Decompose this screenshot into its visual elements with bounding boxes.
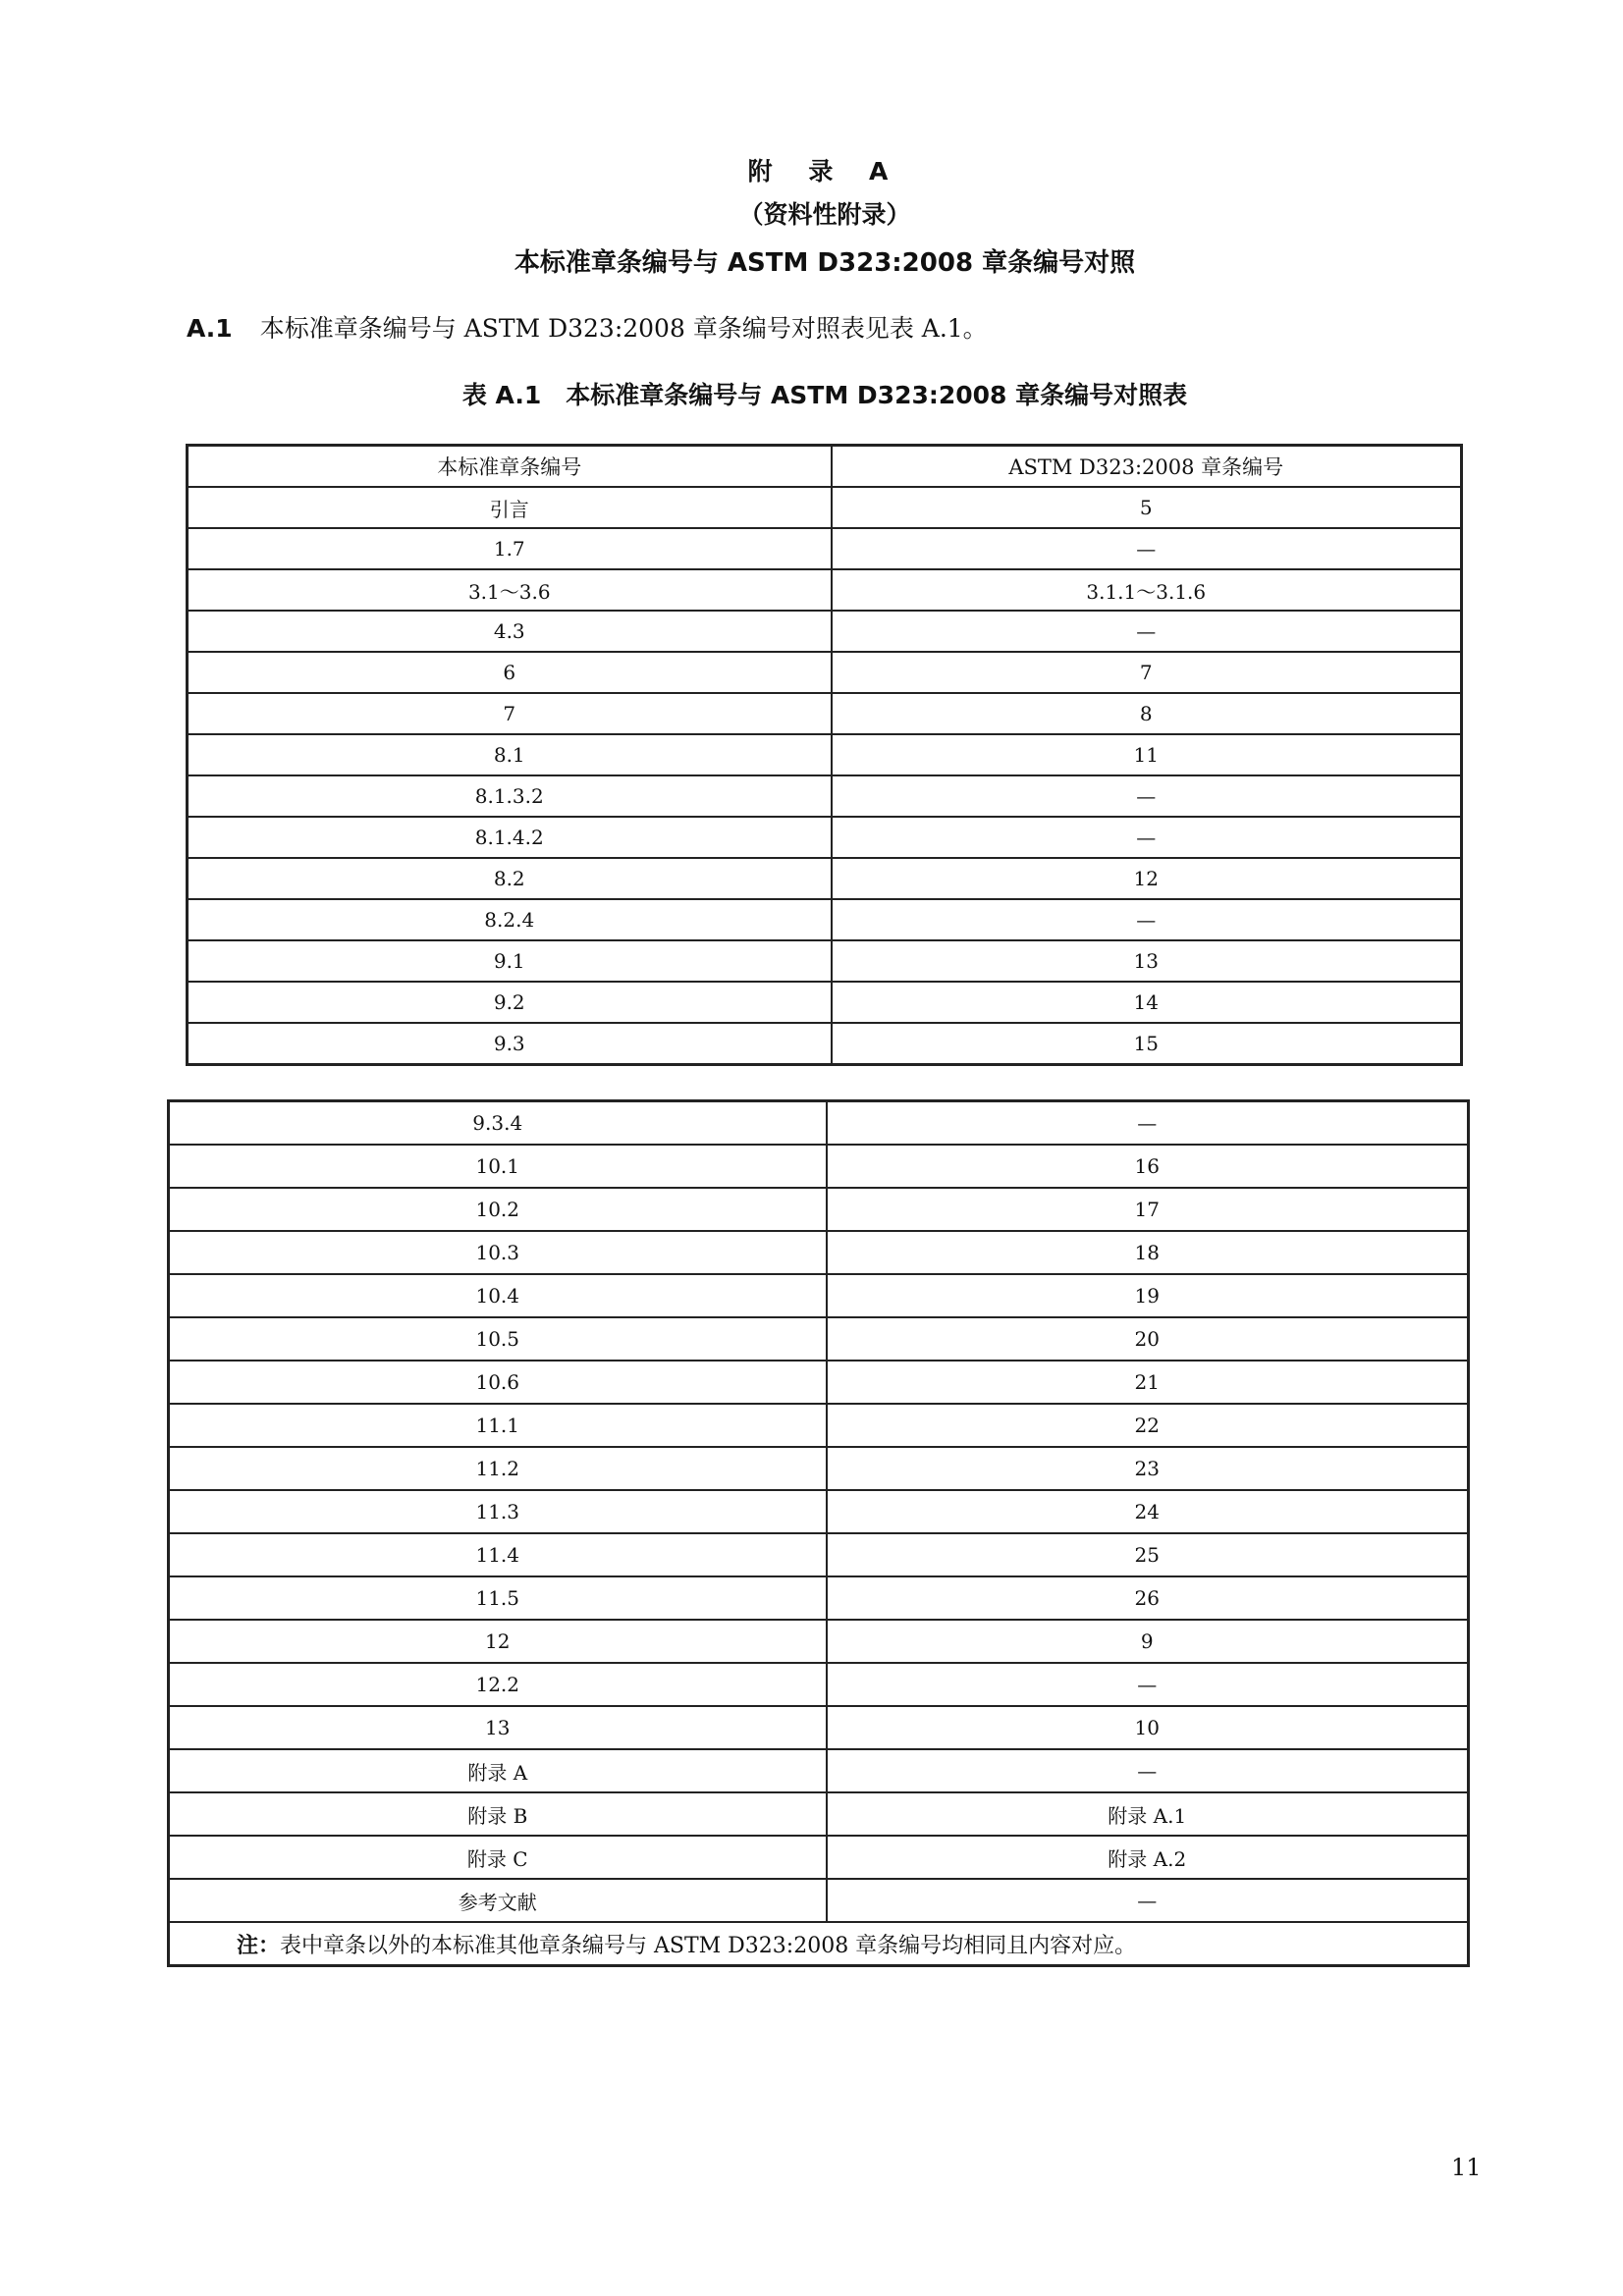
cell-astm: 16 bbox=[827, 1145, 1469, 1188]
cell-this-standard: 附录 A bbox=[169, 1749, 827, 1792]
cell-astm: 附录 A.2 bbox=[827, 1836, 1469, 1879]
annex-title: 附 录 A bbox=[747, 157, 902, 186]
cell-this-standard: 9.1 bbox=[188, 940, 832, 982]
table-row bbox=[188, 1023, 1462, 1065]
cell-astm: 15 bbox=[832, 1023, 1462, 1065]
table-row bbox=[188, 817, 1462, 858]
table-row bbox=[169, 1620, 1469, 1663]
cell-astm: — bbox=[832, 528, 1462, 569]
cell-astm: 12 bbox=[832, 858, 1462, 899]
note-label: 注： bbox=[237, 1933, 281, 1958]
cell-this-standard: 8.1.3.2 bbox=[188, 775, 832, 817]
cell-astm: — bbox=[832, 611, 1462, 652]
cell-astm: 11 bbox=[832, 734, 1462, 775]
cell-this-standard: 8.2 bbox=[188, 858, 832, 899]
cell-this-standard: 4.3 bbox=[188, 611, 832, 652]
annex-heading: 本标准章条编号与 ASTM D323:2008 章条编号对照 bbox=[514, 248, 1136, 278]
table-row bbox=[169, 1792, 1469, 1836]
table-row bbox=[169, 1490, 1469, 1533]
cell-astm: — bbox=[832, 899, 1462, 940]
table-row bbox=[169, 1317, 1469, 1361]
table-row bbox=[169, 1361, 1469, 1404]
table-row bbox=[169, 1145, 1469, 1188]
cell-astm: — bbox=[827, 1663, 1469, 1706]
cell-this-standard: 11.1 bbox=[169, 1404, 827, 1447]
table-row bbox=[188, 652, 1462, 693]
clause-a1 bbox=[187, 309, 988, 345]
table-row bbox=[188, 940, 1462, 982]
cell-this-standard: 10.4 bbox=[169, 1274, 827, 1317]
table-row bbox=[169, 1188, 1469, 1231]
cell-astm: 13 bbox=[832, 940, 1462, 982]
cell-astm: 3.1.1～3.1.6 bbox=[832, 569, 1462, 611]
cell-this-standard: 8.1.4.2 bbox=[188, 817, 832, 858]
table-row bbox=[188, 775, 1462, 817]
cell-astm: 24 bbox=[827, 1490, 1469, 1533]
cell-this-standard: 6 bbox=[188, 652, 832, 693]
cell-this-standard: 8.2.4 bbox=[188, 899, 832, 940]
table-row bbox=[169, 1576, 1469, 1620]
table-row bbox=[169, 1533, 1469, 1576]
table-note-row bbox=[169, 1922, 1469, 1966]
table-header-row bbox=[188, 446, 1462, 488]
cell-astm: 25 bbox=[827, 1533, 1469, 1576]
table-body-part1 bbox=[188, 487, 1462, 1065]
header-this-standard: 本标准章条编号 bbox=[188, 446, 832, 488]
table-row bbox=[188, 899, 1462, 940]
table-row bbox=[188, 528, 1462, 569]
cell-this-standard: 11.3 bbox=[169, 1490, 827, 1533]
table-caption: 表 A.1 本标准章条编号与 ASTM D323:2008 章条编号对照表 bbox=[461, 381, 1188, 409]
cell-astm: 18 bbox=[827, 1231, 1469, 1274]
clause-number: A.1 bbox=[187, 314, 233, 343]
cell-this-standard: 13 bbox=[169, 1706, 827, 1749]
cell-astm: 5 bbox=[832, 487, 1462, 528]
cell-this-standard: 1.7 bbox=[188, 528, 832, 569]
cell-this-standard: 11.4 bbox=[169, 1533, 827, 1576]
table-row bbox=[188, 487, 1462, 528]
cell-astm: — bbox=[827, 1101, 1469, 1146]
table-row bbox=[188, 982, 1462, 1023]
cell-this-standard: 10.3 bbox=[169, 1231, 827, 1274]
cell-this-standard: 11.2 bbox=[169, 1447, 827, 1490]
cell-astm: 9 bbox=[827, 1620, 1469, 1663]
cell-astm: 19 bbox=[827, 1274, 1469, 1317]
header-astm: ASTM D323:2008 章条编号 bbox=[832, 446, 1462, 488]
cell-this-standard: 12 bbox=[169, 1620, 827, 1663]
cell-astm: — bbox=[827, 1749, 1469, 1792]
comparison-table-part2 bbox=[167, 1099, 1470, 1967]
cell-this-standard: 参考文献 bbox=[169, 1879, 827, 1922]
cell-astm: 23 bbox=[827, 1447, 1469, 1490]
table-row bbox=[169, 1749, 1469, 1792]
cell-astm: 20 bbox=[827, 1317, 1469, 1361]
table-row bbox=[169, 1274, 1469, 1317]
cell-astm: — bbox=[832, 775, 1462, 817]
cell-this-standard: 10.2 bbox=[169, 1188, 827, 1231]
table-row bbox=[169, 1879, 1469, 1922]
cell-astm: 26 bbox=[827, 1576, 1469, 1620]
table-row bbox=[169, 1706, 1469, 1749]
cell-astm: 10 bbox=[827, 1706, 1469, 1749]
table-row bbox=[169, 1231, 1469, 1274]
table-row bbox=[169, 1101, 1469, 1146]
page-number: 11 bbox=[1451, 2154, 1482, 2181]
table-row bbox=[188, 569, 1462, 611]
cell-this-standard: 10.6 bbox=[169, 1361, 827, 1404]
cell-this-standard: 11.5 bbox=[169, 1576, 827, 1620]
table-row bbox=[169, 1404, 1469, 1447]
comparison-table-part1 bbox=[186, 444, 1463, 1066]
table-note bbox=[169, 1922, 1469, 1966]
note-text: 表中章条以外的本标准其他章条编号与 ASTM D323:2008 章条编号均相同且内容对应。 bbox=[280, 1933, 1137, 1958]
cell-this-standard: 9.3.4 bbox=[169, 1101, 827, 1146]
table-row bbox=[169, 1447, 1469, 1490]
cell-this-standard: 10.1 bbox=[169, 1145, 827, 1188]
cell-astm: 17 bbox=[827, 1188, 1469, 1231]
cell-astm: 22 bbox=[827, 1404, 1469, 1447]
cell-this-standard: 7 bbox=[188, 693, 832, 734]
cell-this-standard: 附录 B bbox=[169, 1792, 827, 1836]
table-row bbox=[188, 693, 1462, 734]
table-row bbox=[169, 1836, 1469, 1879]
cell-astm: — bbox=[827, 1879, 1469, 1922]
table-body-part2 bbox=[169, 1101, 1469, 1923]
table-row bbox=[188, 858, 1462, 899]
table-row bbox=[169, 1663, 1469, 1706]
table-row bbox=[188, 611, 1462, 652]
cell-astm: 8 bbox=[832, 693, 1462, 734]
cell-this-standard: 9.3 bbox=[188, 1023, 832, 1065]
cell-astm: 14 bbox=[832, 982, 1462, 1023]
cell-this-standard: 引言 bbox=[188, 487, 832, 528]
cell-this-standard: 3.1～3.6 bbox=[188, 569, 832, 611]
cell-this-standard: 9.2 bbox=[188, 982, 832, 1023]
table-row bbox=[188, 734, 1462, 775]
clause-text: 本标准章条编号与 ASTM D323:2008 章条编号对照表见表 A.1。 bbox=[259, 314, 988, 343]
cell-astm: 7 bbox=[832, 652, 1462, 693]
cell-astm: — bbox=[832, 817, 1462, 858]
cell-astm: 21 bbox=[827, 1361, 1469, 1404]
cell-astm: 附录 A.1 bbox=[827, 1792, 1469, 1836]
cell-this-standard: 附录 C bbox=[169, 1836, 827, 1879]
annex-type: （资料性附录） bbox=[738, 200, 911, 229]
cell-this-standard: 8.1 bbox=[188, 734, 832, 775]
cell-this-standard: 12.2 bbox=[169, 1663, 827, 1706]
cell-this-standard: 10.5 bbox=[169, 1317, 827, 1361]
